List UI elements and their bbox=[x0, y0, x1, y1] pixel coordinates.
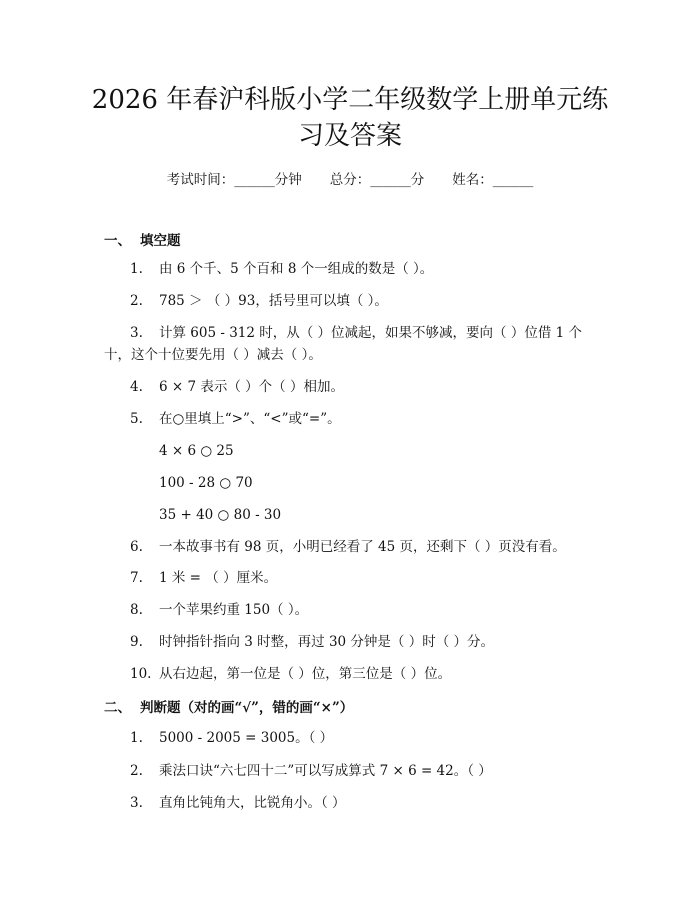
question-number: 10. bbox=[130, 666, 152, 682]
section-title: 填空题 bbox=[140, 233, 181, 249]
question-text: 时钟指针指向 3 时整，再过 30 分钟是（ ）时（ ）分。 bbox=[159, 634, 495, 650]
question-text: 785 ＞ （ ）93，括号里可以填（ ）。 bbox=[159, 293, 388, 309]
comparison-subitem: 35 + 40 ○ 80 - 30 bbox=[159, 507, 282, 523]
question-number: 3. bbox=[130, 795, 143, 811]
document-title-line2: 习及答案 bbox=[297, 121, 402, 151]
question-text: 一本故事书有 98 页，小明已经看了 45 页，还剩下（ ）页没有看。 bbox=[159, 539, 566, 555]
question-number: 6. bbox=[130, 539, 143, 555]
document-title-line1: 2026 年春沪科版小学二年级数学上册单元练 bbox=[91, 85, 609, 115]
question-number: 3. bbox=[130, 325, 143, 341]
question-number: 9. bbox=[130, 634, 143, 650]
question-text: 乘法口诀“六七四十二”可以写成算式 7 × 6 = 42。（ ） bbox=[159, 763, 492, 779]
question-number: 4. bbox=[130, 379, 143, 395]
question-number: 1. bbox=[130, 261, 143, 277]
question-text-continued: 十，这个十位要先用（ ）减去（ ）。 bbox=[104, 347, 322, 363]
exam-info bbox=[0, 168, 700, 188]
question-text: 直角比钝角大，比锐角小。（ ） bbox=[159, 795, 346, 811]
question-text: 在○里填上“>”、“<”或“=”。 bbox=[159, 411, 341, 427]
question-text: 从右边起，第一位是（ ）位，第三位是（ ）位。 bbox=[159, 666, 452, 682]
question-number: 1. bbox=[130, 730, 143, 746]
question-text: 由 6 个千、5 个百和 8 个一组成的数是（ ）。 bbox=[159, 261, 434, 277]
section-number: 一、 bbox=[104, 233, 131, 249]
question-number: 8. bbox=[130, 602, 143, 618]
exam-score: 总分：______分 bbox=[329, 172, 425, 188]
exam-time: 考试时间：______分钟 bbox=[166, 172, 302, 188]
question-number: 7. bbox=[130, 570, 143, 586]
question-number: 5. bbox=[130, 411, 143, 427]
question-text: 6 × 7 表示（ ）个（ ）相加。 bbox=[159, 379, 344, 395]
question-text: 一个苹果约重 150（ ）。 bbox=[159, 602, 309, 618]
comparison-subitem: 100 - 28 ○ 70 bbox=[159, 475, 253, 491]
section-heading-fill-blank bbox=[104, 229, 181, 249]
question-number: 2. bbox=[130, 763, 143, 779]
question-text: 计算 605 - 312 时，从（ ）位减起，如果不够减，要向（ ）位借 1 个 bbox=[159, 325, 583, 341]
question-text: 1 米 = （ ）厘米。 bbox=[159, 570, 278, 586]
question-number: 2. bbox=[130, 293, 143, 309]
section-number: 二、 bbox=[104, 700, 131, 716]
question-text: 5000 - 2005 = 3005。（ ） bbox=[159, 730, 334, 746]
section-title: 判断题（对的画“√”，错的画“×”） bbox=[140, 700, 354, 716]
section-heading-true-false bbox=[104, 696, 353, 716]
comparison-subitem: 4 × 6 ○ 25 bbox=[159, 443, 234, 459]
student-name: 姓名：______ bbox=[452, 172, 534, 188]
